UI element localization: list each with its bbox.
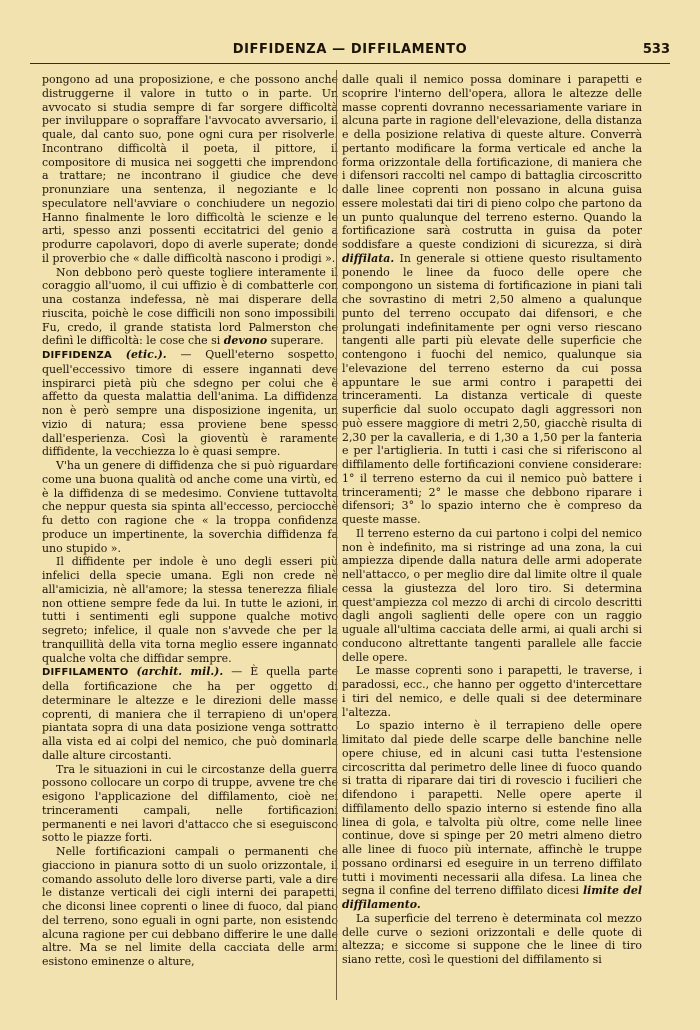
paragraph: V'ha un genere di diffidenza che si può riguardare come una buona qualità od anche come una virtù, ed è la diffidenza di se medesimo. Conviene tuttavolta che neppur questa sia spinta all'eccesso, perciocchè fu detto con ragione che « la troppa confidenza produce un impertinente, la soverchia diffidenza fa uno stupido ». bbox=[42, 459, 338, 555]
column-divider bbox=[336, 70, 337, 1000]
entry-category: (archit. mil.). bbox=[136, 665, 224, 679]
paragraph: Il terreno esterno da cui partono i colpi del nemico non è indefinito, ma si ristringe ad una zona, la cui ampiezza dipende dalla natura delle armi adoperate nell'attacco, o per meglio dire dal limite oltre il quale cessa la giustezza del loro tiro. Si determina quest'ampiezza col mezzo di archi di circolo descritti dagli angoli saglienti delle opere con un raggio uguale all'ultima cacciata delle armi, ai quali archi si conducono altrettante tangenti parallele alle faccie delle opere. bbox=[342, 526, 642, 664]
page-header bbox=[30, 42, 670, 62]
paragraph: Nelle fortificazioni campali o permanenti che giacciono in pianura sotto di un suolo orizzontale, il comando assoluto delle loro diverse parti, vale a dire le distanze verticali dei cigli interni dei parapetti, che diconsi linee coprenti o linee di fuoco, dal piano del terreno, sono eguali in ogni parte, non esistendo alcuna ragione per cui debbano differire le une dalle altre. Ma se nel limite della cacciata delle armi esistono eminenze o alture, bbox=[42, 845, 338, 968]
paragraph-text: Lo spazio interno è il terrapieno delle opere limitato dal piede delle scarpe delle banchine nelle opere chiuse, ed in alcuni casi tutta l'estensione circoscritta dal perimetro delle linee di fuoco quando si tratta di riparare dai tiri di rovescio i fucilieri che difendono i parapetti. Nelle opere aperte il diffilamento dello spazio interno si estende fino alla linea di gola, e talvolta più oltre, come nelle linee continue, dove si spinge per 20 metri almeno dietro alle linee di fuoco più internate, affinchè le truppe possano ordinarsi ed eseguire in un terreno diffilato tutti i movimenti necessarii alla difesa. La linea che segna il confine del terreno diffilato dicesi bbox=[342, 719, 642, 898]
entry-diffilamento bbox=[42, 665, 338, 762]
left-column bbox=[42, 73, 338, 969]
entry-text: — Quell'eterno sospetto, quell'eccessivo timore di essere ingannati deve inspirarci pietà più che sdegno per colui che è affetto da questa malattia dell'anima. La diffidenza non è però sempre una disposizione ingenita, un vizio di natura; essa proviene bene spesso dall'esperienza. Così la gioventù è raramente diffidente, la vecchiezza lo è quasi sempre. bbox=[42, 348, 338, 459]
header-rule bbox=[30, 63, 670, 64]
entry-headword: DIFFILAMENTO bbox=[42, 667, 129, 679]
page-number: 533 bbox=[642, 42, 670, 57]
emphasis: limite del diffilamento. bbox=[342, 884, 642, 911]
paragraph: pongono ad una proposizione, e che possono anche distruggerne il valore in tutto o in parte. Un avvocato si studia sempre di far sorgere difficoltà per inviluppare o sopraffare l'avvocato avversario, il quale, dal canto suo, pone ogni cura per risolverle. Incontrano difficoltà il poeta, il pittore, il compositore di musica nei soggetti che imprendono a trattare; ne incontrano il giudice che deve pronunziare una sentenza, il negoziante e lo speculatore nell'avviare o conchiudere un negozio. Hanno finalmente le loro difficoltà le scienze e le arti, spesso anzi possenti eccitatrici del genio a produrre capolavori, dopo di averle superate; donde il proverbio che « dalle difficoltà nascono i prodigi ». bbox=[42, 73, 338, 265]
entry-headword: DIFFIDENZA bbox=[42, 350, 112, 361]
paragraph-text: Non debbono però queste togliere interamente il coraggio all'uomo, il cui uffizio è di combatterle con una costanza indefessa, nè mai disperare della riuscita, poichè le cose difficili non sono impossibili. Fu, credo, il grande statista lord Palmerston che definì le difficoltà: le cose che si bbox=[42, 265, 338, 348]
paragraph-text: superare. bbox=[267, 334, 324, 348]
paragraph: La superficie del terreno è determinata col mezzo delle curve o sezioni orizzontali e delle quote di altezza; e siccome si suppone che le linee di tiro siano rette, così le questioni del diffilamento si bbox=[342, 911, 642, 966]
entry-category: (etic.). bbox=[125, 348, 167, 361]
right-column bbox=[342, 73, 642, 967]
paragraph bbox=[342, 719, 642, 912]
paragraph bbox=[342, 73, 642, 527]
paragraph: Il diffidente per indole è uno degli esseri più infelici della specie umana. Egli non crede nè all'amicizia, nè all'amore; la stessa tenerezza filiale non ottiene sempre fede da lui. In tutte le azioni, in tutti i sentimenti egli suppone qualche motivo segreto; infelice, il quale non s'avvede che per la tranquillità della vita torna meglio essere ingannato qualche volta che diffidar sempre. bbox=[42, 555, 338, 665]
emphasis: diffilata. bbox=[342, 251, 395, 265]
entry-diffidenza bbox=[42, 348, 338, 459]
paragraph: Le masse coprenti sono i parapetti, le traverse, i paradossi, ecc., che hanno per oggetto d'intercettare i tiri del nemico, e delle quali si dee determinare l'altezza. bbox=[342, 664, 642, 719]
entry-text: — È quella parte della fortificazione che ha per oggetto di determinare le altezze e le direzioni delle masse coprenti, di maniera che il terrapieno di un'opera piantata sopra di una data posizione venga sottratto alla vista ed ai colpi del nemico, che può dominarla dalle alture circostanti. bbox=[42, 665, 338, 762]
paragraph bbox=[42, 266, 338, 349]
emphasis: devono bbox=[223, 334, 268, 348]
paragraph: Tra le situazioni in cui le circostanze della guerra possono collocare un corpo di truppe, avvene tre che esigono l'applicazione del diffilamento, cioè nei trinceramenti campali, nelle fortificazioni permanenti e nei lavori d'attacco che si eseguiscono sotto le piazze forti. bbox=[42, 762, 338, 845]
running-head: DIFFIDENZA — DIFFILAMENTO bbox=[232, 42, 468, 57]
paragraph-text: In generale si ottiene questo risultamento ponendo le linee da fuoco delle opere che compongono un sistema di fortificazione in piani tali che sovrastino di metri 2,50 almeno a qualunque punto del terreno occupato dai difensori, e che prolungati indefinitamente per ogni verso riescano tangenti alle parti più elevate delle superficie che contengono i fuochi del nemico, qualunque sia l'elevazione del terreno esterno da cui possa appuntare le sue armi contro i parapetti dei trinceramenti. La distanza verticale di queste superficie dal suolo occupato dagli aggressori non può essere maggiore di metri 2,50, giacchè risulta di 2,30 per la cavalleria, e di 1,30 a 1,50 per la fanteria e per l'artiglieria. In tutti i casi che si riferiscono al diffilamento delle fortificazioni conviene considerare: 1° il terreno esterno da cui il nemico può battere i trinceramenti; 2° le masse che debbono riparare i difensori; 3° lo spazio interno che è compreso da queste masse. bbox=[342, 251, 642, 526]
paragraph-text: dalle quali il nemico possa dominare i parapetti e scoprire l'interno dell'opera, allora le altezze delle masse coprenti dovranno necessariamente variare in alcuna parte in ragione dell'elevazione, della distanza e della posizione relativa di queste alture. Converrà pertanto modificare la forma verticale ed anche la forma orizzontale della fortificazione, di maniera che i difensori raccolti nel campo di battaglia circoscritto dalle linee coprenti non possano in alcuna guisa essere molestati dai tiri di pieno colpo che partono da un punto qualunque del terreno esterno. Quando la fortificazione sarà costrutta in guisa da poter soddisfare a queste condizioni di sicurezza, si dirà bbox=[342, 73, 642, 251]
